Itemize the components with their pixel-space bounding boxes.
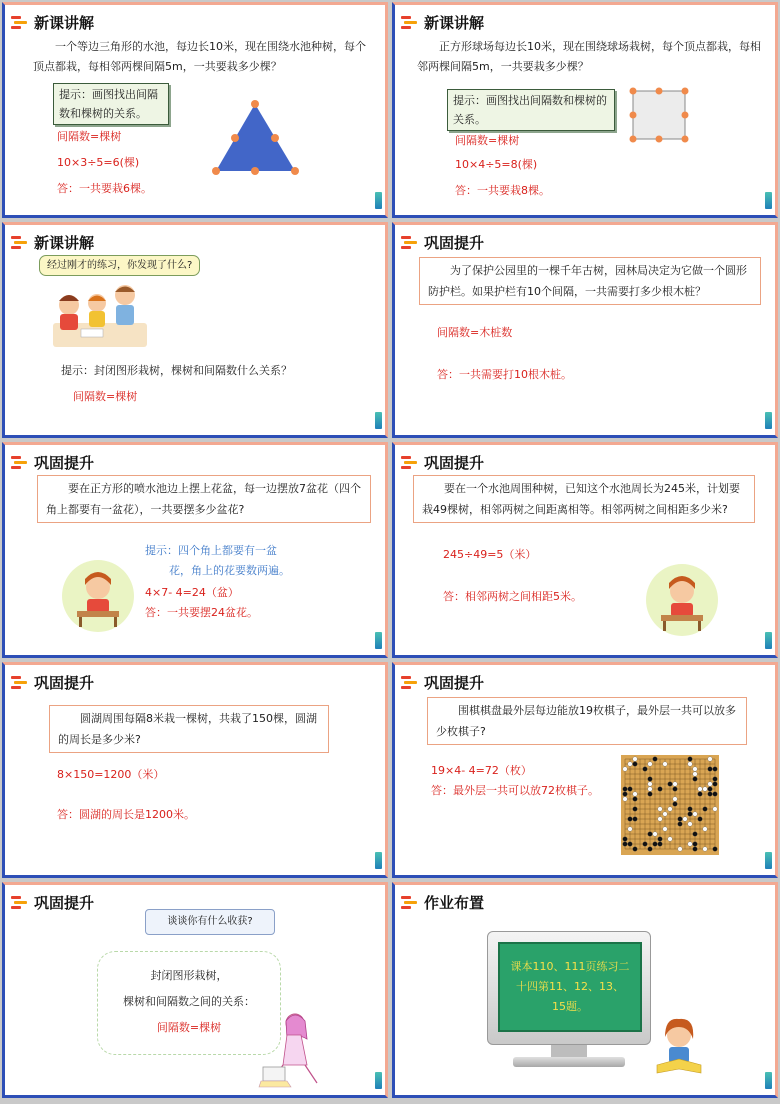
problem-box: 圆湖周围每隔8米栽一棵树，共栽了150棵，圆湖的周长是多少米? [49,705,329,753]
go-stone [628,827,633,832]
problem-box: 要在正方形的喷水池边上摆上花盆，每一边摆放7盆花（四个角上都要有一盆花），一共要摆多少盆花? [37,475,371,523]
square-diagram [627,85,691,147]
computer-monitor [487,931,651,1045]
hint-text-line2: 花，角上的花要数两遍。 [169,564,290,577]
go-stone [713,767,718,772]
slide-title: 巩固提升 [424,673,485,692]
title-marker-icon [401,235,419,249]
go-stone [703,787,708,792]
go-stone [643,767,648,772]
problem-box: 要在一个水池周围种树，已知这个水池周长为245米，计划要栽49棵树，相邻两树之间距离相等。相邻两树之间相距多少米? [413,475,755,523]
relation-text: 间隔数=棵树 [156,1021,222,1034]
go-stone [623,787,628,792]
go-stone [648,762,653,767]
page-tag [765,852,772,869]
go-stone [703,827,708,832]
go-stone [633,792,638,797]
title-marker-icon [401,895,419,909]
go-stone [693,767,698,772]
answer-text: 答：一共需要打10根木桩。 [437,368,572,381]
slide-header [401,11,484,33]
answer-text: 答：相邻两树之间相距5米。 [443,590,582,603]
summary-line1: 封闭图形栽树， [150,969,228,982]
page-tag [375,852,382,869]
calculation-text: 10×3÷5=6(棵) [57,156,140,169]
title-marker-icon [11,235,29,249]
go-stone [683,817,688,822]
slide-1[interactable] [2,2,388,218]
slide-header [11,451,94,473]
go-stone [708,792,713,797]
go-stone [648,792,653,797]
go-stone [693,847,698,852]
go-stone [668,782,673,787]
calculation-text: 245÷49=5（米） [443,548,537,561]
go-stone [633,807,638,812]
go-stone [673,782,678,787]
monitor-screen [498,942,642,1032]
girl-studying-illustration [645,563,719,637]
go-stone [688,822,693,827]
relation-text: 间隔数=棵树 [57,130,122,143]
go-stone [688,842,693,847]
go-stone [648,787,653,792]
go-stone [648,847,653,852]
calculation-text: 4×7- 4=24（盆） [145,586,239,599]
monitor-stand [551,1045,587,1057]
title-marker-icon [401,455,419,469]
go-stone [673,797,678,802]
go-stone [693,832,698,837]
slide-title: 巩固提升 [34,673,95,692]
girl-reading-illustration [653,1015,705,1081]
go-stone [628,842,633,847]
go-stone [653,842,658,847]
hint-box: 提示：画图找出间隔数和棵树的关系。 [447,89,615,131]
page-tag [765,192,772,209]
go-stone [688,762,693,767]
go-stone [633,847,638,852]
summary-line2: 棵树和间隔数之间的关系： [123,995,255,1008]
page-tag [375,192,382,209]
go-stone [623,842,628,847]
go-stone [628,787,633,792]
go-stone [688,757,693,762]
girl-laptop-illustration [257,1009,327,1091]
go-board-illustration [621,755,719,855]
slide-2[interactable] [392,2,778,218]
hint-text-line1: 提示：四个角上都要有一盆 [145,544,277,557]
slide-title: 作业布置 [424,893,485,912]
answer-text: 答：一共要栽6棵。 [57,182,152,195]
hint-text: 提示：封闭图形栽树，棵树和间隔数什么关系？ [61,364,292,377]
go-stone [698,792,703,797]
go-stone [678,822,683,827]
go-stone [648,777,653,782]
go-stone [633,797,638,802]
go-stone [708,782,713,787]
slide-header [11,671,94,693]
title-marker-icon [11,455,29,469]
answer-text: 答：一共要栽8棵。 [455,184,550,197]
go-stone [658,787,663,792]
calculation-text: 19×4- 4=72（枚） [431,764,532,777]
page-tag [375,632,382,649]
page-tag [375,412,382,429]
go-stone [713,807,718,812]
question-bubble [145,909,275,935]
slide-3[interactable] [2,222,388,438]
summary-box [97,951,281,1055]
problem-box: 为了保护公园里的一棵千年古树，园林局决定为它做一个圆形防护栏。如果护栏有10个间隔，一共需要打多少根木桩？ [419,257,761,305]
go-stone [698,787,703,792]
title-marker-icon [401,675,419,689]
go-stone [693,777,698,782]
go-stone [623,767,628,772]
slide-header [11,891,94,913]
go-stone [628,817,633,822]
relation-text: 间隔数=木桩数 [437,326,513,339]
slide-title: 巩固提升 [34,893,95,912]
slide-title: 新课讲解 [34,233,95,252]
go-stone [688,807,693,812]
go-stone [633,762,638,767]
slide-4[interactable] [392,222,778,438]
problem-text: 一个等边三角形的水池，每边长10米，现在围绕水池种树，每个顶点都栽，每相邻两棵间隔5m，一共要栽多少棵？ [33,40,366,73]
page-tag [375,1072,382,1089]
go-stone [713,792,718,797]
calculation-text: 10×4÷5=8(棵) [455,158,538,171]
go-stone [658,817,663,822]
hint-box: 提示：画图找出间隔数和棵树的关系。 [53,83,169,125]
go-stone [623,837,628,842]
go-stone [678,817,683,822]
answer-text: 答：圆湖的周长是1200米。 [57,808,195,821]
slide-header [401,891,484,913]
go-stone [713,782,718,787]
slide-9[interactable] [2,882,388,1098]
students-illustration [51,279,151,351]
go-stone [673,802,678,807]
go-stone [693,772,698,777]
go-stone [648,832,653,837]
go-stone [663,827,668,832]
homework-text: 课本110、111页练习二十四第11、12、13、15题。 [510,960,630,1013]
title-marker-icon [11,895,29,909]
slide-8[interactable] [392,662,778,878]
question-bubble-text: 谈谈你有什么收获? [167,916,253,927]
go-stone [673,787,678,792]
page-tag [765,632,772,649]
answer-text: 答：一共要摆24盆花。 [145,606,258,619]
go-stone [653,832,658,837]
slide-title: 新课讲解 [424,13,485,32]
go-stone [628,762,633,767]
slide-header [11,11,94,33]
go-stone [688,812,693,817]
question-bubble: 经过刚才的练习，你发现了什么? [39,255,200,276]
go-stone [713,847,718,852]
slide-title: 巩固提升 [424,233,485,252]
page-tag [765,412,772,429]
slide-header [11,231,94,253]
go-stone [633,757,638,762]
slide-header [401,231,484,253]
go-stone [658,837,663,842]
title-marker-icon [11,15,29,29]
go-stone [708,757,713,762]
go-stone [668,807,673,812]
monitor-base [513,1057,625,1067]
title-marker-icon [401,15,419,29]
go-stone [658,842,663,847]
slide-5[interactable] [2,442,388,658]
page-tag [765,1072,772,1089]
go-stone [708,787,713,792]
go-stone [713,777,718,782]
go-stone [653,757,658,762]
slide-6[interactable] [392,442,778,658]
go-stone [663,762,668,767]
girl-studying-illustration [61,559,135,633]
problem-box: 围棋棋盘最外层每边能放19枚棋子，最外层一共可以放多少枚棋子? [427,697,747,745]
go-stone [633,817,638,822]
relation-text: 间隔数=棵树 [455,134,520,147]
go-stone [693,812,698,817]
go-stone [678,847,683,852]
slide-header [401,671,484,693]
title-marker-icon [11,675,29,689]
go-stone [658,807,663,812]
go-stone [623,792,628,797]
answer-text: 答：最外层一共可以放72枚棋子。 [431,784,599,797]
go-stone [698,817,703,822]
slide-title: 新课讲解 [34,13,95,32]
go-stone [663,812,668,817]
slide-header [401,451,484,473]
go-stone [648,782,653,787]
triangle-diagram [207,97,307,187]
slide-7[interactable] [2,662,388,878]
relation-text: 间隔数=棵树 [73,390,138,403]
go-stone [623,797,628,802]
go-stone [708,767,713,772]
go-stone [668,837,673,842]
go-stone [703,807,708,812]
go-stone [703,847,708,852]
slide-title: 巩固提升 [34,453,95,472]
go-stone [693,842,698,847]
problem-text: 正方形球场每边长10米，现在围绕球场栽树，每个顶点都栽，每相邻两棵间隔5m，一共要栽多少棵？ [417,40,761,73]
slide-10[interactable] [392,882,778,1098]
go-stone [643,842,648,847]
calculation-text: 8×150=1200（米） [57,768,165,781]
slide-title: 巩固提升 [424,453,485,472]
